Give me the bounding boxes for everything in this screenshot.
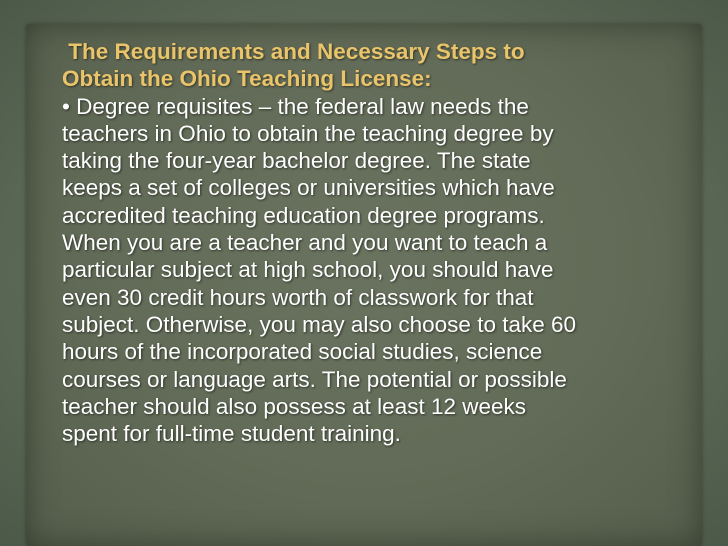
body-line-3: taking the four-year bachelor degree. The state (62, 148, 531, 174)
body-line-6: When you are a teacher and you want to teach a (62, 230, 548, 256)
body-line-12: teacher should also possess at least 12 weeks (62, 393, 527, 419)
body-line-5: accredited teaching education degree programs. (62, 202, 545, 228)
body-line-10: hours of the incorporated social studies, science (62, 339, 543, 365)
body-line-4: keeps a set of colleges or universities which have (62, 175, 555, 201)
body-line-1: Degree requisites – the federal law needs the (69, 93, 529, 119)
slide-text (62, 38, 712, 447)
heading-line-2: Obtain the Ohio Teaching License: (62, 66, 432, 92)
body-line-8: even 30 credit hours worth of classwork for that (62, 284, 534, 310)
body-line-11: courses or language arts. The potential or possible (62, 366, 567, 392)
body-line-13: spent for full-time student training. (62, 421, 401, 447)
heading-line-1: The Requirements and Necessary Steps to (62, 39, 525, 64)
bullet-icon: • (62, 93, 70, 119)
slide-heading (62, 38, 712, 93)
body-line-7: particular subject at high school, you should have (62, 257, 554, 283)
body-line-9: subject. Otherwise, you may also choose to take 60 (62, 311, 577, 337)
bullet-item (62, 93, 712, 120)
body-line-2: teachers in Ohio to obtain the teaching degree by (62, 120, 554, 146)
